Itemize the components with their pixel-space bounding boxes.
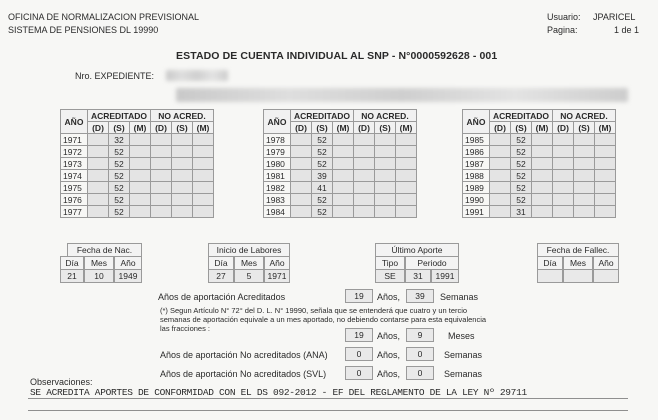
expediente-redacted	[166, 70, 228, 81]
work-start-day: 27	[208, 269, 234, 283]
equiv-months: 9	[406, 328, 434, 342]
header-d: (D)	[354, 122, 375, 134]
svl-weeks: 0	[406, 366, 434, 380]
year-cell: 1987	[463, 158, 490, 170]
header-acreditado: ACREDITADO	[291, 110, 354, 122]
header-year: AÑO	[264, 110, 291, 134]
header-m: (M)	[193, 122, 214, 134]
table-row	[61, 134, 214, 146]
expediente-label: Nro. EXPEDIENTE:	[75, 71, 155, 81]
years-label: Años,	[377, 350, 401, 360]
acreditados-years: 19	[345, 289, 373, 303]
year-cell: 1988	[463, 170, 490, 182]
weeks-cell: 52	[109, 206, 130, 218]
work-start-month-label: Mes	[234, 256, 264, 270]
years-label: Años,	[377, 292, 401, 302]
birth-year: 1949	[114, 269, 142, 283]
user-value: JPARICEL	[593, 12, 636, 22]
office-name: OFICINA DE NORMALIZACION PREVISIONAL	[8, 12, 200, 22]
year-cell: 1976	[61, 194, 88, 206]
table-row	[264, 206, 417, 218]
work-start-label: Inicio de Labores	[208, 243, 290, 257]
observations-line-2	[28, 410, 628, 411]
observations-text: SE ACREDITA APORTES DE CONFORMIDAD CON EL DS 092-2012 - EF DEL REGLAMENTO DE LA LEY Nº 29711	[30, 387, 527, 398]
year-cell: 1978	[264, 134, 291, 146]
weeks-label: Semanas	[444, 369, 483, 379]
death-year-label: Año	[593, 256, 619, 270]
legal-note-line-2: semanas de aportación equivale a un mes aportado, no debiendo contarse para esta equivalencia	[160, 315, 487, 324]
work-start-month: 5	[234, 269, 264, 283]
birth-month-label: Mes	[84, 256, 114, 270]
table-row	[463, 206, 616, 218]
header-year: AÑO	[61, 110, 88, 134]
last-contrib-period-label: Periodo	[405, 256, 459, 270]
header-no-acred: NO ACRED.	[553, 110, 616, 122]
years-label: Años,	[377, 369, 401, 379]
weeks-cell: 52	[109, 194, 130, 206]
weeks-cell: 39	[312, 170, 333, 182]
weeks-cell: 52	[312, 206, 333, 218]
legal-note-line-1: (*) Segun Artículo N° 72° del D. L. N° 19990, señala que se entenderá que cuatro y un tercio	[160, 306, 468, 315]
weeks-cell: 52	[511, 146, 532, 158]
page-label: Pagina:	[547, 25, 578, 35]
header-acreditado: ACREDITADO	[490, 110, 553, 122]
header-d: (D)	[88, 122, 109, 134]
name-redacted	[176, 88, 628, 102]
table-row	[463, 194, 616, 206]
table-row	[463, 182, 616, 194]
year-cell: 1971	[61, 134, 88, 146]
table-row	[463, 146, 616, 158]
header-d: (D)	[490, 122, 511, 134]
equiv-years: 19	[345, 328, 373, 342]
weeks-cell: 52	[109, 182, 130, 194]
last-contrib-type-label: Tipo	[375, 256, 405, 270]
header-d: (D)	[553, 122, 574, 134]
year-cell: 1973	[61, 158, 88, 170]
year-cell: 1981	[264, 170, 291, 182]
weeks-cell: 52	[312, 134, 333, 146]
weeks-cell: 52	[109, 170, 130, 182]
birth-year-label: Año	[114, 256, 142, 270]
table-row	[61, 158, 214, 170]
death-month-label: Mes	[563, 256, 593, 270]
table-row	[264, 158, 417, 170]
legal-note	[160, 306, 486, 333]
weeks-cell: 52	[511, 182, 532, 194]
pension-system: SISTEMA DE PENSIONES DL 19990	[8, 25, 159, 35]
weeks-cell: 52	[312, 194, 333, 206]
birth-day-label: Día	[60, 256, 84, 270]
weeks-cell: 52	[312, 158, 333, 170]
birth-day: 21	[60, 269, 84, 283]
weeks-cell: 52	[511, 194, 532, 206]
header-acreditado: ACREDITADO	[88, 110, 151, 122]
weeks-cell: 52	[511, 170, 532, 182]
header-s: (S)	[312, 122, 333, 134]
weeks-cell: 52	[109, 158, 130, 170]
table-row	[264, 146, 417, 158]
weeks-cell: 52	[511, 134, 532, 146]
year-cell: 1980	[264, 158, 291, 170]
year-cell: 1984	[264, 206, 291, 218]
weeks-cell: 31	[511, 206, 532, 218]
year-cell: 1989	[463, 182, 490, 194]
work-start-day-label: Día	[208, 256, 234, 270]
header-s: (S)	[375, 122, 396, 134]
weeks-cell: 32	[109, 134, 130, 146]
years-label: Años,	[377, 331, 401, 341]
months-label: Meses	[448, 331, 475, 341]
table-row	[463, 170, 616, 182]
year-cell: 1972	[61, 146, 88, 158]
year-cell: 1983	[264, 194, 291, 206]
header-no-acred: NO ACRED.	[354, 110, 417, 122]
year-cell: 1990	[463, 194, 490, 206]
weeks-label: Semanas	[440, 292, 479, 302]
ana-years: 0	[345, 347, 373, 361]
table-row	[61, 170, 214, 182]
header-no-acred: NO ACRED.	[151, 110, 214, 122]
last-contrib-label: Último Aporte	[375, 243, 459, 257]
contrib-table-1	[60, 109, 214, 218]
acreditados-label: Años de aportación Acreditados	[158, 292, 286, 302]
death-day	[537, 269, 563, 283]
table-row	[61, 194, 214, 206]
table-row	[264, 170, 417, 182]
year-cell: 1979	[264, 146, 291, 158]
year-cell: 1974	[61, 170, 88, 182]
weeks-cell: 52	[109, 146, 130, 158]
header-d: (D)	[151, 122, 172, 134]
table-row	[463, 134, 616, 146]
year-cell: 1982	[264, 182, 291, 194]
legal-note-line-3: las fracciones :	[160, 324, 211, 333]
death-year	[593, 269, 619, 283]
work-start-year-label: Año	[264, 256, 290, 270]
header-s: (S)	[511, 122, 532, 134]
ana-weeks: 0	[406, 347, 434, 361]
observations-underline	[28, 398, 628, 399]
header-d: (D)	[291, 122, 312, 134]
header-s: (S)	[574, 122, 595, 134]
header-m: (M)	[396, 122, 417, 134]
header-s: (S)	[172, 122, 193, 134]
table-row	[61, 146, 214, 158]
header-m: (M)	[333, 122, 354, 134]
weeks-label: Semanas	[444, 350, 483, 360]
header-m: (M)	[130, 122, 151, 134]
table-row	[264, 194, 417, 206]
page-title: ESTADO DE CUENTA INDIVIDUAL AL SNP - N°0000592628 - 001	[176, 50, 498, 62]
user-label: Usuario:	[547, 12, 581, 22]
weeks-cell: 52	[511, 158, 532, 170]
acreditados-weeks: 39	[406, 289, 434, 303]
svl-label: Años de aportación No acreditados (SVL)	[160, 369, 327, 379]
weeks-cell: 52	[312, 146, 333, 158]
death-day-label: Día	[537, 256, 563, 270]
year-cell: 1977	[61, 206, 88, 218]
ana-label: Años de aportación No acreditados (ANA)	[160, 350, 328, 360]
last-contrib-type: SE	[375, 269, 405, 283]
last-contrib-day: 31	[405, 269, 431, 283]
table-row	[61, 206, 214, 218]
death-month	[563, 269, 593, 283]
table-row	[264, 182, 417, 194]
year-cell: 1991	[463, 206, 490, 218]
year-cell: 1975	[61, 182, 88, 194]
death-date-label: Fecha de Fallec.	[537, 243, 619, 257]
birth-month: 10	[84, 269, 114, 283]
header-m: (M)	[532, 122, 553, 134]
year-cell: 1985	[463, 134, 490, 146]
weeks-cell: 41	[312, 182, 333, 194]
year-cell: 1986	[463, 146, 490, 158]
contrib-table-2	[263, 109, 417, 218]
table-row	[463, 158, 616, 170]
birth-date-label: Fecha de Nac.	[67, 243, 142, 257]
observations-label: Observaciones:	[30, 377, 93, 387]
last-contrib-year: 1991	[431, 269, 459, 283]
header-s: (S)	[109, 122, 130, 134]
header-m: (M)	[595, 122, 616, 134]
table-row	[61, 182, 214, 194]
header-year: AÑO	[463, 110, 490, 134]
work-start-year: 1971	[264, 269, 290, 283]
svl-years: 0	[345, 366, 373, 380]
table-row	[264, 134, 417, 146]
page-value: 1 de 1	[614, 25, 640, 35]
contrib-table-3	[462, 109, 616, 218]
